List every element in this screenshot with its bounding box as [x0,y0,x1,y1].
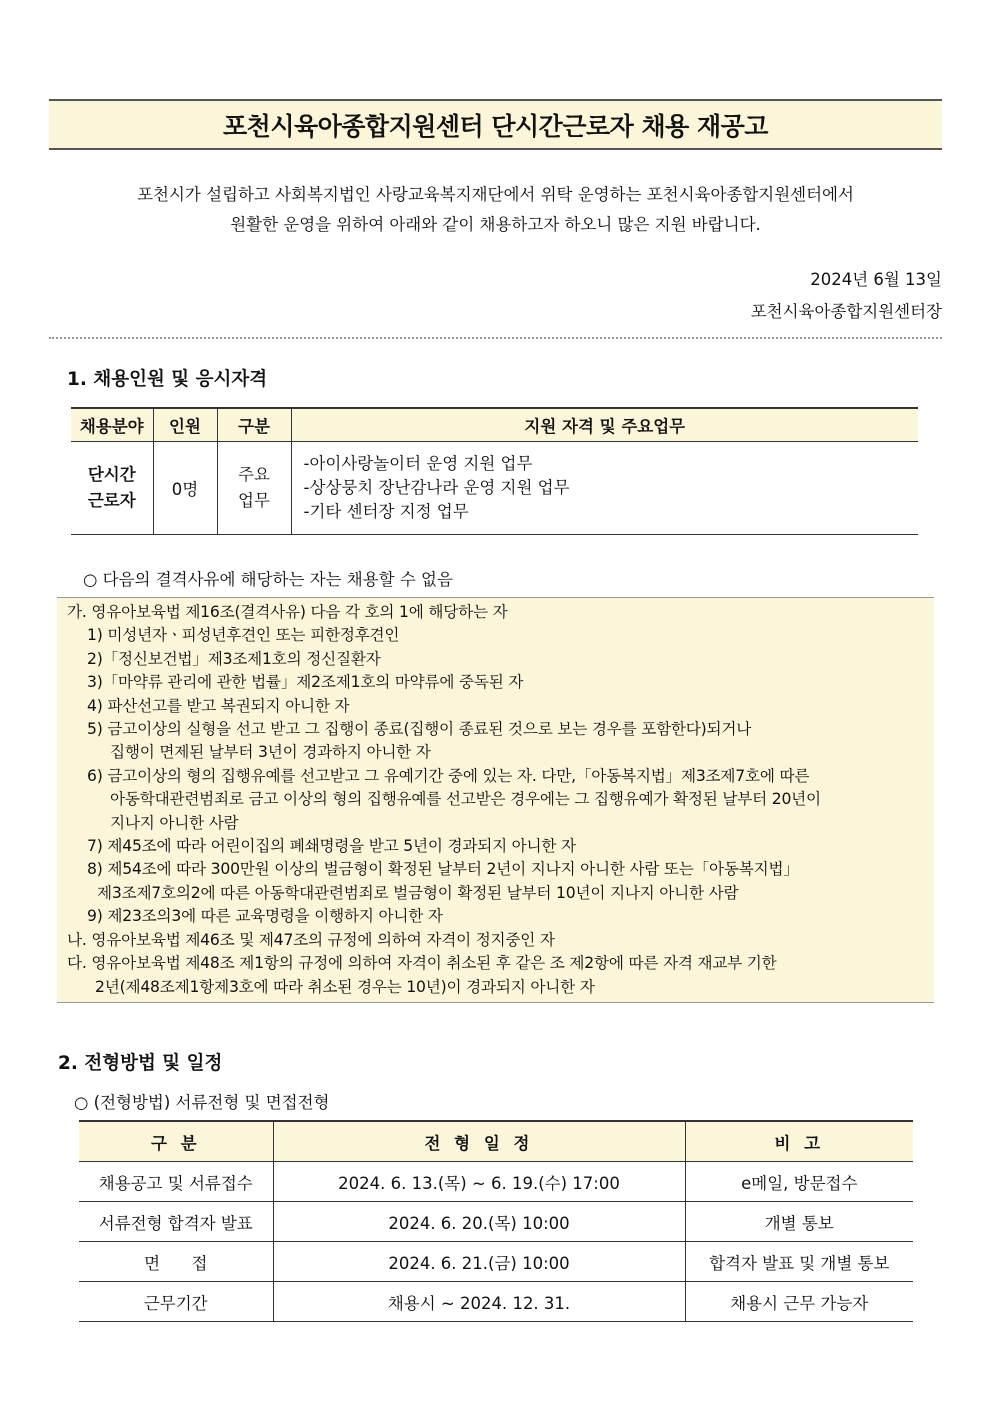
table-header: 비 고 [685,1121,913,1162]
disqual-subitem: 5) 금고이상의 실형을 선고 받고 그 집행이 종료(집행이 종료된 것으로 보는 경우를 포함한다)되거나 [87,720,752,739]
table-header: 채용분야 [71,408,153,442]
disqual-subitem: 3)「마약류 관리에 관한 법률」제2조제1호의 마약류에 중독된 자 [87,673,524,692]
table-header: 전 형 일 정 [273,1121,685,1162]
intro-line: 원활한 운영을 위하여 아래와 같이 채용하고자 하오니 많은 지원 바랍니다. [230,215,761,234]
dotted-divider [49,337,942,339]
field-line: 단시간 [87,465,136,484]
type-cell [217,442,291,535]
table-header: 구분 [217,408,291,442]
disqual-subitem: 2)「정신보건법」제3조제1호의 정신질환자 [87,649,381,668]
disqualification-note: ○ 다음의 결격사유에 해당하는 자는 채용할 수 없음 [83,570,453,589]
recruit-table [71,407,918,535]
table-cell: 채용시 근무 가능자 [685,1282,913,1322]
disqual-subitem: 4) 파산선고를 받고 복권되지 아니한 자 [87,696,350,715]
disqual-subitem: 9) 제23조의3에 따른 교육명령을 이행하지 아니한 자 [87,907,443,926]
disqual-item: 나. 영유아보육법 제46조 및 제47조의 규정에 의하여 자격이 정지중인 자 [67,930,555,949]
table-cell: 2024. 6. 21.(금) 10:00 [273,1242,685,1282]
field-line: 근로자 [87,491,136,510]
table-row [79,1282,913,1322]
duty-item: -상상뭉치 장난감나라 운영 지원 업무 [303,478,570,497]
field-cell [71,442,153,535]
disqual-subitem: 8) 제54조에 따라 300만원 이상의 벌금형이 확정된 날부터 2년이 지나지 아니한 사람 또는「아동복지법」 [87,860,799,879]
table-header: 구 분 [79,1121,273,1162]
duty-item: -아이사랑놀이터 운영 지원 업무 [303,454,533,473]
intro-text [49,180,942,240]
duties-cell [291,442,918,535]
disqual-subitem-cont: 지나지 아니한 사람 [110,813,239,832]
disqual-subitem: 1) 미성년자ㆍ피성년후견인 또는 피한정후견인 [87,626,400,645]
table-cell: e메일, 방문접수 [685,1162,913,1202]
disqual-item: 가. 영유아보육법 제16조(결격사유) 다음 각 호의 1에 해당하는 자 [67,603,508,621]
selection-method: ○ (전형방법) 서류전형 및 면접전형 [74,1093,330,1112]
table-cell: 채용공고 및 서류접수 [79,1162,273,1202]
table-cell: 합격자 발표 및 개별 통보 [685,1242,913,1282]
disqual-subitem-cont: 제3조제7호의2에 따른 아동학대관련범죄로 벌금형이 확정된 날부터 10년이 지나지 아니한 사람 [97,883,739,902]
disqual-item: 다. 영유아보육법 제48조 제1항의 규정에 의하여 자격이 취소된 후 같은 조 제2항에 따른 자격 재교부 기한 [67,954,777,973]
table-header: 지원 자격 및 주요업무 [291,408,918,442]
count-cell: 0명 [153,442,217,535]
type-line: 주요 [238,465,270,484]
issuer: 포천시육아종합지원센터장 [750,302,942,321]
table-header-row [79,1121,913,1162]
disqual-subitem-cont: 아동학대관련범죄로 금고 이상의 형의 집행유예를 선고받은 경우에는 그 집행유예가 확정된 날부터 20년이 [110,790,821,809]
type-line: 업무 [238,491,270,510]
disqualification-box [57,597,934,1003]
table-cell: 개별 통보 [685,1202,913,1242]
table-cell: 2024. 6. 20.(목) 10:00 [273,1202,685,1242]
issue-block [751,264,942,328]
issue-date: 2024년 6월 13일 [810,270,942,289]
table-cell: 서류전형 합격자 발표 [79,1202,273,1242]
table-cell: 근무기간 [79,1282,273,1322]
disqual-subitem-cont: 집행이 면제된 날부터 3년이 경과하지 아니한 자 [110,743,431,762]
table-cell: 채용시 ~ 2024. 12. 31. [273,1282,685,1322]
table-row [71,442,918,535]
table-row [79,1202,913,1242]
disqual-subitem: 7) 제45조에 따라 어린이집의 폐쇄명령을 받고 5년이 경과되지 아니한 자 [87,837,576,856]
table-row [79,1242,913,1282]
table-cell: 2024. 6. 13.(목) ~ 6. 19.(수) 17:00 [273,1162,685,1202]
table-row [79,1162,913,1202]
table-header-row [71,408,918,442]
table-header: 인원 [153,408,217,442]
section2-heading: 2. 전형방법 및 일정 [58,1053,223,1074]
schedule-table [79,1120,913,1322]
section1-heading: 1. 채용인원 및 응시자격 [67,369,268,390]
duty-item: -기타 센터장 지정 업무 [303,502,469,521]
intro-line: 포천시가 설립하고 사회복지법인 사랑교육복지재단에서 위탁 운영하는 포천시육아종합지원센터에서 [137,185,854,204]
document-title: 포천시육아종합지원센터 단시간근로자 채용 재공고 [49,99,942,150]
table-cell: 면 접 [79,1242,273,1282]
disqual-item-cont: 2년(제48조제1항제3호에 따라 취소된 경우는 10년)이 경과되지 아니한 자 [95,977,595,996]
disqual-subitem: 6) 금고이상의 형의 집행유예를 선고받고 그 유예기간 중에 있는 자. 다만,「아동복지법」제3조제7호에 따른 [87,766,810,785]
